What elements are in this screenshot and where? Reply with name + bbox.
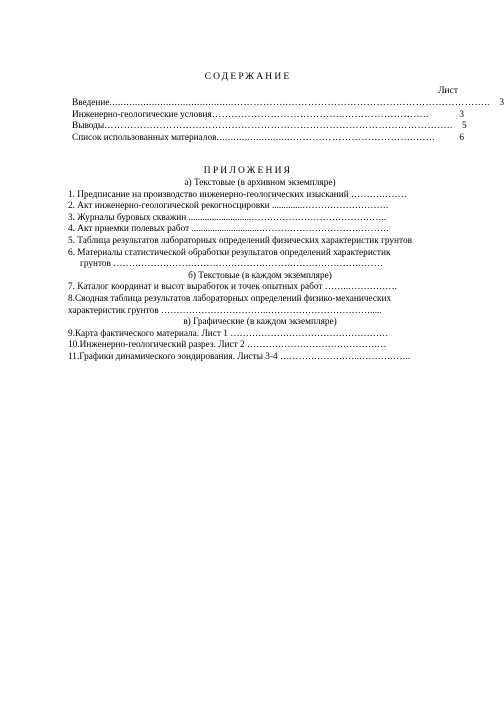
toc-leader-dots: …………………………………………………………………………………………….. <box>104 121 453 132</box>
toc-entry-label: Введение <box>72 98 110 108</box>
toc-entry-page: 3 <box>499 98 504 108</box>
appendix-group-heading: б) Текстовые (в каждом экземпляре) <box>188 270 332 281</box>
appendix-item: 10.Инженерно-геологический разрез. Лист 2 ……………………………………… <box>68 340 387 351</box>
toc-leader-dots: ...........................………………………………..…… <box>216 133 436 144</box>
appendix-item: 4. Акт приемки полевых работ .............................…………………………………… <box>68 224 390 235</box>
table-of-contents <box>72 98 504 145</box>
appendix-item: 7. Каталог координат и высот выработок и точек опытных работ ……..……………. <box>68 282 397 293</box>
appendix-title: ПРИЛОЖЕНИЯ <box>203 166 293 176</box>
appendix-item: 9.Карта фактического материала. Лист 1 …………………………………………… <box>68 328 389 339</box>
toc-leader-dots: ............................................……………..…………………………………………………….. <box>109 98 490 108</box>
toc-entry-label: Инженерно-геологические условия <box>72 109 212 120</box>
appendix-item: 3. Журналы буровых скважин ...........................…………………………………….. <box>68 212 387 223</box>
contents-title: СОДЕРЖАНИЕ <box>204 72 292 82</box>
appendix-item: 2. Акт инженерно-геологической рекогносцировки .............………………………. <box>68 201 389 212</box>
sheet-column-label: Лист <box>438 86 458 96</box>
toc-entry-label: Список использованных материалов <box>72 133 217 144</box>
appendix-item: 11.Графики динамического зондирования. Листы 3-4 ……………………..…………….. <box>68 351 411 362</box>
appendix-item: 6. Материалы статистической обработки результатов определений характеристик <box>68 247 391 258</box>
toc-leader-dots: …………………………………..…………………….. <box>211 109 429 120</box>
appendix-item: 5. Таблица результатов лабораторных определений физических характеристик грунтов <box>68 235 413 246</box>
appendix-list <box>58 178 462 364</box>
toc-entry <box>72 110 464 122</box>
toc-entry-label: Выводы <box>72 121 105 132</box>
appendix-item-continuation: характеристик грунтов ……………………………..……………………………..... <box>68 305 382 316</box>
toc-entry-page: 3 <box>459 109 464 120</box>
appendix-item: 8.Сводная таблица результатов лабораторных определений физико-механических <box>68 293 392 304</box>
appendix-item: 1. Предписание на производство инженерно-геологических изысканий ……………… <box>68 189 407 200</box>
toc-entry <box>72 98 504 110</box>
appendix-group-heading: в) Графические (в каждом экземпляре) <box>183 317 337 328</box>
appendix-group-heading: а) Текстовые (в архивном экземпляре) <box>184 178 336 188</box>
toc-entry <box>72 121 467 133</box>
toc-entry <box>72 133 464 145</box>
appendix-item-continuation: грунтов …………………………………………………………………………… <box>80 259 383 270</box>
toc-entry-page: 6 <box>459 133 464 144</box>
toc-entry-page: 5 <box>462 121 467 132</box>
